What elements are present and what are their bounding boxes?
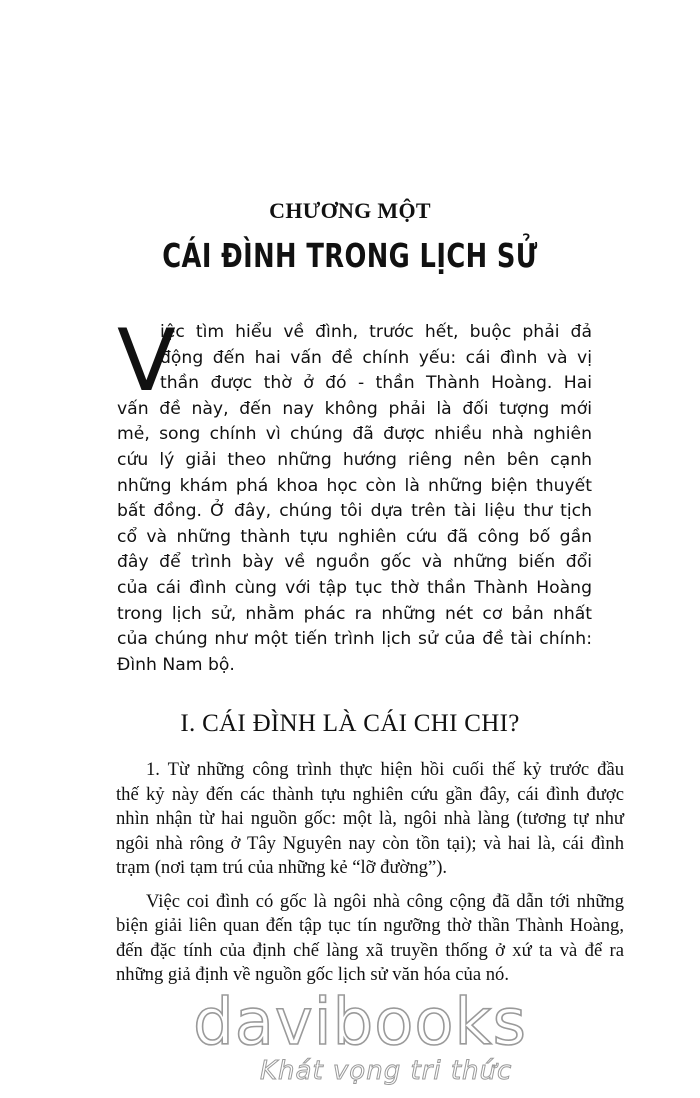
- intro-line: Đình Nam bộ.: [117, 654, 235, 675]
- chapter-title: CÁI ĐÌNH TRONG LỊCH SỬ: [162, 236, 538, 275]
- intro-paragraph: [117, 311, 592, 678]
- paragraph-1-line: ngôi nhà rông ở Tây Nguyên nay còn tồn tại); và hai là, cái đình: [116, 832, 624, 854]
- intro-line: bất đồng. Ở đây, chúng tôi dựa trên tài liệu thư tịch: [117, 501, 592, 522]
- intro-line: mẻ, song chính vì chúng đã được nhiều nhà nghiên: [117, 424, 592, 445]
- watermark-brand: davibooks: [193, 986, 527, 1060]
- paragraph-2-line: những giả định về nguồn gốc lịch sử văn hóa của nó.: [116, 964, 509, 985]
- drop-cap: V: [117, 311, 176, 411]
- body-text: [116, 758, 624, 988]
- intro-line: đây để trình bày về nguồn gốc và những biến đổi: [117, 552, 592, 573]
- paragraph-gap: [116, 881, 624, 890]
- watermark-tagline: Khát vọng tri thức: [260, 1056, 513, 1086]
- section-heading: I. CÁI ĐÌNH LÀ CÁI CHI CHI?: [180, 710, 520, 737]
- intro-line: cứu lý giải theo những hướng riêng nên bên cạnh: [117, 449, 592, 470]
- intro-line: của chúng như một tiến trình lịch sử của đề tài chính:: [117, 629, 592, 650]
- paragraph-1-line: thế kỷ này đến các thành tựu nghiên cứu gần đây, cái đình được: [116, 783, 624, 805]
- paragraph-1-line: nhìn nhận từ hai nguồn gốc: một là, ngôi nhà làng (tương tự như: [116, 808, 624, 829]
- intro-line: của cái đình cùng với tập tục thờ thần Thành Hoàng: [117, 577, 592, 598]
- paragraph-2-line: Việc coi đình có gốc là ngôi nhà công cộng đã dẫn tới những: [146, 890, 624, 912]
- chapter-label: CHƯƠNG MỘT: [269, 198, 431, 223]
- paragraph-1-line: trạm (nơi tạm trú của những kẻ “lỡ đường”).: [116, 857, 448, 878]
- paragraph-2-line: đến đặc tính của định chế làng xã truyền thống ở xứ ta và để ra: [116, 939, 624, 961]
- intro-line: động đến hai vấn đề chính yếu: cái đình và vị: [160, 347, 592, 368]
- publisher-watermark: [150, 986, 570, 1090]
- intro-line: vấn đề này, đến nay không phải là đối tượng mới: [117, 398, 592, 419]
- intro-line: thần được thờ ở đó - thần Thành Hoàng. Hai: [160, 373, 592, 394]
- paragraph-1-line: 1. Từ những công trình thực hiện hồi cuối thế kỷ trước đầu: [146, 759, 624, 780]
- paragraph-2-line: biện giải liên quan đến tập tục tín ngưỡng thờ thần Thành Hoàng,: [116, 915, 624, 936]
- intro-line: iệc tìm hiểu về đình, trước hết, buộc phải đả: [160, 322, 592, 342]
- intro-line: những khám phá khoa học còn là những biện thuyết: [117, 475, 592, 496]
- intro-line: trong lịch sử, nhằm phác ra những nét cơ bản nhất: [117, 603, 592, 624]
- intro-line: cổ và những thành tựu nghiên cứu đã công bố gần: [117, 526, 592, 547]
